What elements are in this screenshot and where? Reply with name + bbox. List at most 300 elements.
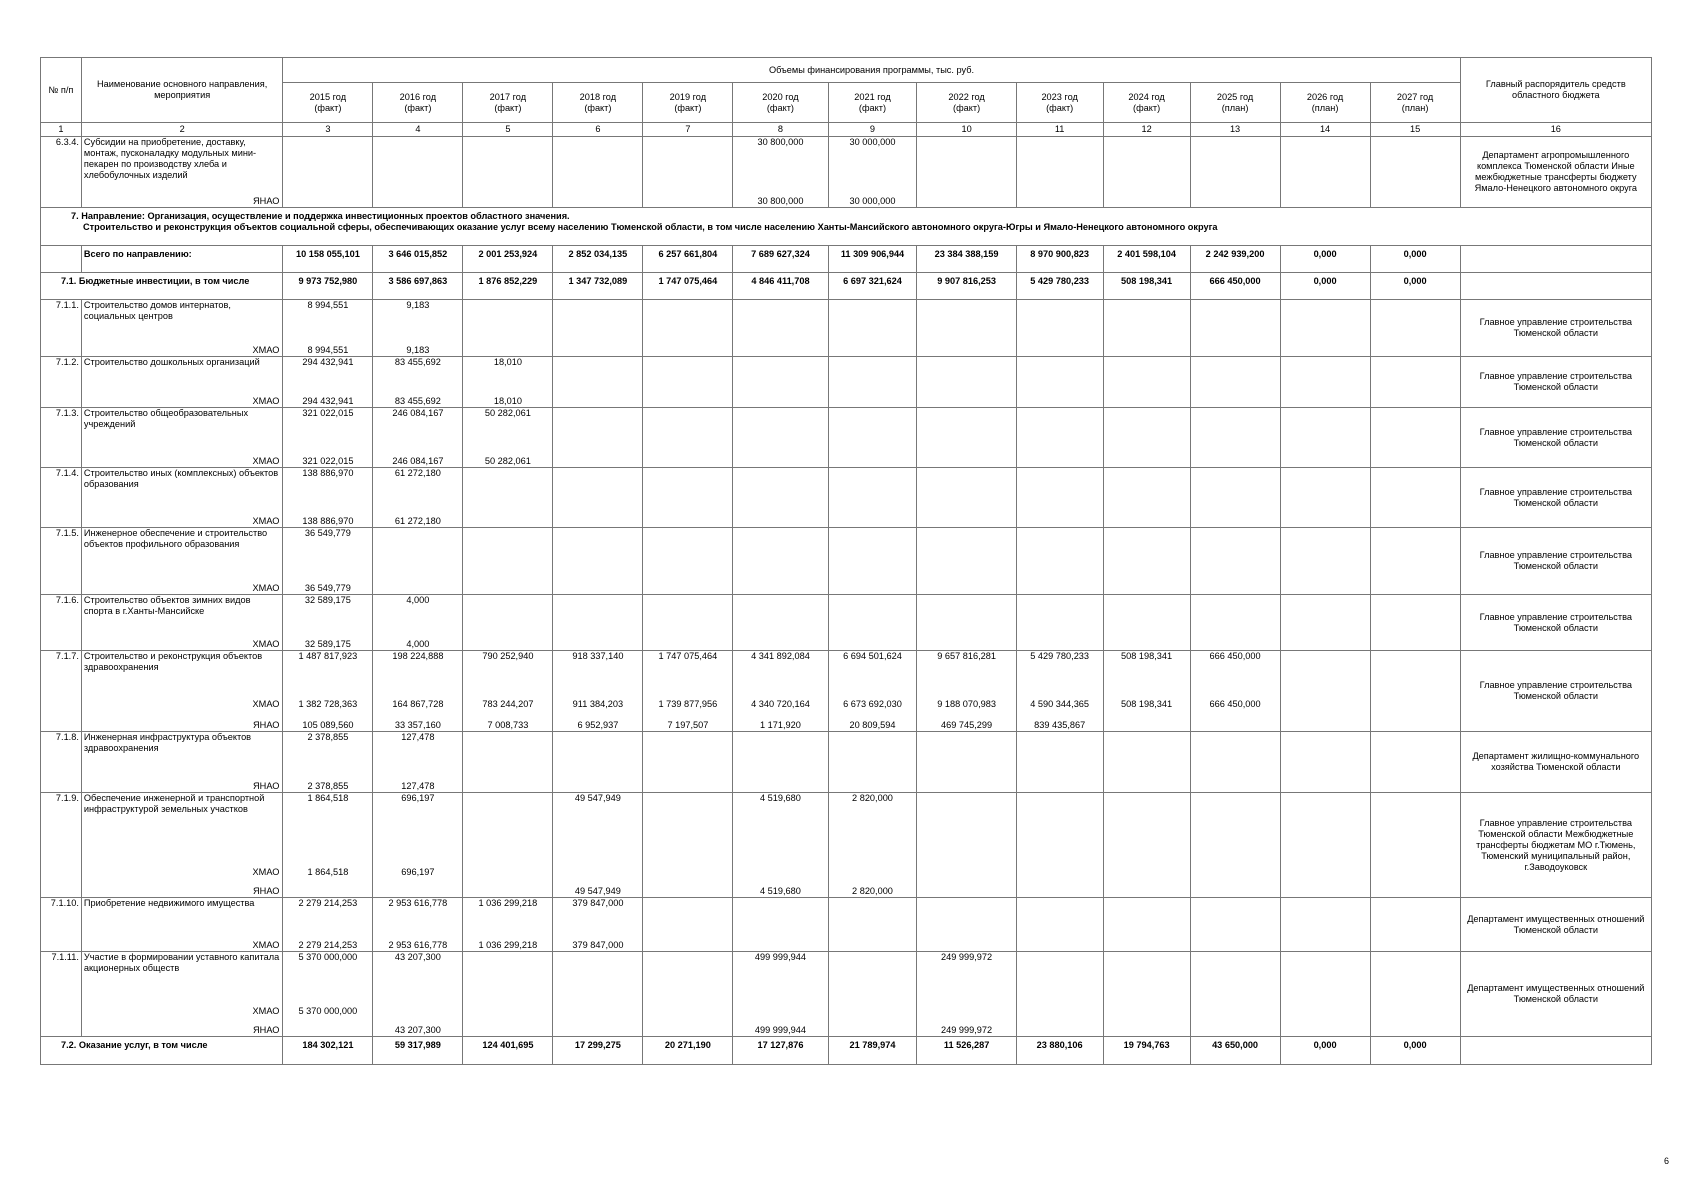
column-number: 9 bbox=[828, 123, 917, 137]
header-year-label: 2015 год bbox=[309, 91, 347, 102]
value-cell: 61 272,180 bbox=[373, 468, 463, 508]
item-name: Инженерное обеспечение и строительство объектов профильного образования bbox=[81, 528, 282, 577]
value-cell: 11 526,287 bbox=[917, 1037, 1016, 1065]
value-cell bbox=[553, 448, 643, 468]
value-cell: 6 694 501,624 bbox=[828, 651, 917, 689]
header-year-label: 2020 год bbox=[762, 91, 799, 102]
item-row bbox=[41, 595, 1652, 633]
value-cell bbox=[553, 468, 643, 508]
value-cell bbox=[643, 773, 733, 793]
value-cell bbox=[553, 391, 643, 408]
value-cell bbox=[1280, 508, 1370, 528]
value-cell: 30 800,000 bbox=[733, 194, 828, 208]
region-spacer bbox=[41, 689, 82, 710]
value-cell bbox=[1103, 1017, 1190, 1037]
value-cell bbox=[643, 137, 733, 194]
header-volumes: Объемы финансирования программы, тыс. руб. bbox=[283, 58, 1460, 83]
value-cell: 1 487 817,923 bbox=[283, 651, 373, 689]
value-cell bbox=[463, 1017, 553, 1037]
value-cell: 10 158 055,101 bbox=[283, 246, 373, 273]
value-cell: 6 257 661,804 bbox=[643, 246, 733, 273]
value-cell: 4,000 bbox=[373, 595, 463, 633]
value-cell bbox=[1103, 468, 1190, 508]
value-cell bbox=[1103, 448, 1190, 468]
value-cell bbox=[463, 300, 553, 338]
value-cell bbox=[1190, 710, 1280, 732]
value-cell bbox=[1190, 194, 1280, 208]
header-year bbox=[1280, 83, 1370, 123]
value-cell: 2 242 939,200 bbox=[1190, 246, 1280, 273]
item-number: 7.1.3. bbox=[41, 408, 82, 448]
value-cell bbox=[1016, 633, 1103, 651]
value-cell bbox=[283, 878, 373, 898]
value-cell bbox=[917, 357, 1016, 391]
value-cell bbox=[373, 577, 463, 595]
value-cell bbox=[1016, 926, 1103, 952]
region-label: ХМАО bbox=[81, 448, 282, 468]
direction-title bbox=[41, 208, 1652, 246]
region-spacer bbox=[41, 773, 82, 793]
region-label: ХМАО bbox=[81, 992, 282, 1017]
value-cell bbox=[1280, 194, 1370, 208]
region-row bbox=[41, 633, 1652, 651]
value-cell bbox=[1103, 300, 1190, 338]
value-cell: 30 000,000 bbox=[828, 194, 917, 208]
direction-row bbox=[41, 208, 1652, 246]
value-cell bbox=[553, 357, 643, 391]
value-cell bbox=[643, 468, 733, 508]
value-cell bbox=[1103, 793, 1190, 838]
item-number: 7.1.9. bbox=[41, 793, 82, 838]
item-row bbox=[41, 408, 1652, 448]
value-cell: 4 340 720,164 bbox=[733, 689, 828, 710]
value-cell bbox=[643, 577, 733, 595]
value-cell bbox=[1103, 710, 1190, 732]
value-cell bbox=[1370, 468, 1460, 508]
region-label: ХМАО bbox=[81, 689, 282, 710]
value-cell bbox=[733, 773, 828, 793]
header-year-kind: (факт) bbox=[766, 102, 794, 113]
value-cell: 20 809,594 bbox=[828, 710, 917, 732]
value-cell bbox=[463, 338, 553, 357]
value-cell bbox=[643, 408, 733, 448]
value-cell bbox=[643, 1017, 733, 1037]
value-cell bbox=[733, 357, 828, 391]
header-year-kind: (факт) bbox=[584, 102, 612, 113]
value-cell bbox=[1103, 357, 1190, 391]
value-cell: 790 252,940 bbox=[463, 651, 553, 689]
value-cell bbox=[643, 194, 733, 208]
value-cell bbox=[917, 773, 1016, 793]
value-cell: 83 455,692 bbox=[373, 391, 463, 408]
item-number: 7.1.4. bbox=[41, 468, 82, 508]
value-cell: 11 309 906,944 bbox=[828, 246, 917, 273]
value-cell bbox=[917, 595, 1016, 633]
region-label: ЯНАО bbox=[81, 773, 282, 793]
value-cell bbox=[733, 338, 828, 357]
value-cell: 43 650,000 bbox=[1190, 1037, 1280, 1065]
header-name: Наименование основного направления, мероприятия bbox=[81, 58, 282, 123]
value-cell bbox=[828, 300, 917, 338]
value-cell: 18,010 bbox=[463, 391, 553, 408]
value-cell bbox=[643, 595, 733, 633]
value-cell: 0,000 bbox=[1370, 1037, 1460, 1065]
value-cell: 2 378,855 bbox=[283, 732, 373, 773]
value-cell bbox=[643, 633, 733, 651]
value-cell bbox=[1280, 793, 1370, 838]
value-cell bbox=[1280, 577, 1370, 595]
value-cell bbox=[1016, 528, 1103, 577]
value-cell: 184 302,121 bbox=[283, 1037, 373, 1065]
value-cell: 5 370 000,000 bbox=[283, 952, 373, 992]
value-cell: 7 008,733 bbox=[463, 710, 553, 732]
value-cell: 2 279 214,253 bbox=[283, 926, 373, 952]
column-number: 8 bbox=[733, 123, 828, 137]
value-cell: 5 429 780,233 bbox=[1016, 273, 1103, 300]
value-cell bbox=[733, 577, 828, 595]
value-cell bbox=[553, 773, 643, 793]
item-name: Строительство дошкольных организаций bbox=[81, 357, 282, 391]
header-year bbox=[283, 83, 373, 123]
region-label: ХМАО bbox=[81, 391, 282, 408]
value-cell bbox=[917, 391, 1016, 408]
item-number: 6.3.4. bbox=[41, 137, 82, 194]
value-cell: 1 036 299,218 bbox=[463, 898, 553, 926]
region-row bbox=[41, 448, 1652, 468]
item-row bbox=[41, 528, 1652, 577]
region-row bbox=[41, 838, 1652, 878]
value-cell bbox=[1103, 878, 1190, 898]
value-cell bbox=[1190, 137, 1280, 194]
value-cell: 1 747 075,464 bbox=[643, 651, 733, 689]
header-year-label: 2023 год bbox=[1041, 91, 1078, 102]
value-cell bbox=[1103, 926, 1190, 952]
page-number: 6 bbox=[1664, 1156, 1670, 1166]
value-cell: 5 370 000,000 bbox=[283, 992, 373, 1017]
value-cell: 7 197,507 bbox=[643, 710, 733, 732]
value-cell bbox=[1190, 838, 1280, 878]
value-cell bbox=[643, 992, 733, 1017]
value-cell: 696,197 bbox=[373, 838, 463, 878]
value-cell bbox=[553, 408, 643, 448]
value-cell: 666 450,000 bbox=[1190, 273, 1280, 300]
value-cell bbox=[1280, 732, 1370, 773]
region-row bbox=[41, 1017, 1652, 1037]
value-cell bbox=[1190, 577, 1280, 595]
value-cell bbox=[1280, 595, 1370, 633]
value-cell bbox=[1016, 838, 1103, 878]
item-name: Строительство и реконструкция объектов здравоохранения bbox=[81, 651, 282, 689]
value-cell: 696,197 bbox=[373, 793, 463, 838]
header-year-kind: (факт) bbox=[404, 102, 432, 113]
header-year bbox=[643, 83, 733, 123]
value-cell bbox=[553, 952, 643, 992]
value-cell bbox=[828, 838, 917, 878]
value-cell bbox=[553, 992, 643, 1017]
item-number: 7.1.1. bbox=[41, 300, 82, 338]
value-cell: 1 876 852,229 bbox=[463, 273, 553, 300]
value-cell: 9 907 816,253 bbox=[917, 273, 1016, 300]
value-cell bbox=[643, 528, 733, 577]
value-cell: 36 549,779 bbox=[283, 528, 373, 577]
value-cell bbox=[1190, 357, 1280, 391]
value-cell bbox=[1016, 338, 1103, 357]
value-cell bbox=[283, 1017, 373, 1037]
header-year-label: 2019 год bbox=[669, 91, 707, 102]
value-cell bbox=[1016, 408, 1103, 448]
department-cell: Главное управление строительства Тюменской области Межбюджетные трансферты бюджетам МО г.Тюмень, Тюменский муниципальный район, г.Заводоуковск bbox=[1460, 793, 1651, 898]
column-number: 7 bbox=[643, 123, 733, 137]
value-cell bbox=[643, 338, 733, 357]
value-cell: 23 384 388,159 bbox=[917, 246, 1016, 273]
column-number: 5 bbox=[463, 123, 553, 137]
value-cell: 499 999,944 bbox=[733, 952, 828, 992]
value-cell: 246 084,167 bbox=[373, 448, 463, 468]
value-cell bbox=[1190, 926, 1280, 952]
value-cell bbox=[917, 926, 1016, 952]
value-cell bbox=[1016, 595, 1103, 633]
value-cell: 839 435,867 bbox=[1016, 710, 1103, 732]
value-cell bbox=[828, 577, 917, 595]
value-cell bbox=[643, 391, 733, 408]
value-cell bbox=[733, 898, 828, 926]
region-label: ЯНАО bbox=[81, 710, 282, 732]
total-label: Всего по направлению: bbox=[81, 246, 282, 273]
header-year-kind: (факт) bbox=[494, 102, 522, 113]
value-cell bbox=[1370, 1017, 1460, 1037]
item-name: Приобретение недвижимого имущества bbox=[81, 898, 282, 926]
value-cell bbox=[828, 732, 917, 773]
value-cell: 2 820,000 bbox=[828, 878, 917, 898]
region-spacer bbox=[41, 710, 82, 732]
region-label: ХМАО bbox=[81, 508, 282, 528]
value-cell bbox=[463, 137, 553, 194]
value-cell bbox=[1370, 732, 1460, 773]
subtotal-row bbox=[41, 1037, 1652, 1065]
value-cell bbox=[828, 595, 917, 633]
region-spacer bbox=[41, 338, 82, 357]
item-row bbox=[41, 732, 1652, 773]
value-cell bbox=[1016, 448, 1103, 468]
value-cell: 30 000,000 bbox=[828, 137, 917, 194]
value-cell: 1 864,518 bbox=[283, 793, 373, 838]
value-cell: 36 549,779 bbox=[283, 577, 373, 595]
value-cell bbox=[463, 732, 553, 773]
total-spacer bbox=[41, 246, 82, 273]
value-cell bbox=[1280, 408, 1370, 448]
value-cell bbox=[1190, 338, 1280, 357]
header-year bbox=[1190, 83, 1280, 123]
value-cell: 1 739 877,956 bbox=[643, 689, 733, 710]
item-row bbox=[41, 952, 1652, 992]
value-cell bbox=[463, 633, 553, 651]
header-year-kind: (факт) bbox=[314, 102, 342, 113]
value-cell bbox=[643, 838, 733, 878]
value-cell bbox=[463, 468, 553, 508]
value-cell: 0,000 bbox=[1280, 1037, 1370, 1065]
value-cell: 0,000 bbox=[1370, 273, 1460, 300]
value-cell bbox=[733, 992, 828, 1017]
value-cell bbox=[1190, 508, 1280, 528]
value-cell bbox=[1280, 468, 1370, 508]
value-cell bbox=[733, 633, 828, 651]
region-spacer bbox=[41, 838, 82, 878]
department-cell: Департамент имущественных отношений Тюменской области bbox=[1460, 952, 1651, 1037]
value-cell bbox=[283, 194, 373, 208]
value-cell: 1 864,518 bbox=[283, 838, 373, 878]
value-cell bbox=[1370, 137, 1460, 194]
value-cell bbox=[553, 528, 643, 577]
header-dept: Главный распорядитель средств областного бюджета bbox=[1460, 58, 1651, 123]
column-number: 16 bbox=[1460, 123, 1651, 137]
region-spacer bbox=[41, 926, 82, 952]
value-cell bbox=[1103, 528, 1190, 577]
column-number: 1 bbox=[41, 123, 82, 137]
region-row bbox=[41, 338, 1652, 357]
value-cell: 9,183 bbox=[373, 338, 463, 357]
value-cell: 294 432,941 bbox=[283, 391, 373, 408]
value-cell bbox=[643, 732, 733, 773]
value-cell bbox=[1016, 194, 1103, 208]
value-cell: 59 317,989 bbox=[373, 1037, 463, 1065]
value-cell: 321 022,015 bbox=[283, 408, 373, 448]
value-cell bbox=[1370, 710, 1460, 732]
value-cell: 508 198,341 bbox=[1103, 273, 1190, 300]
value-cell bbox=[373, 528, 463, 577]
value-cell bbox=[733, 300, 828, 338]
value-cell bbox=[1280, 651, 1370, 689]
header-year bbox=[463, 83, 553, 123]
value-cell: 499 999,944 bbox=[733, 1017, 828, 1037]
value-cell bbox=[733, 468, 828, 508]
value-cell: 1 747 075,464 bbox=[643, 273, 733, 300]
value-cell bbox=[733, 528, 828, 577]
value-cell bbox=[1280, 528, 1370, 577]
value-cell bbox=[1190, 793, 1280, 838]
value-cell bbox=[1103, 577, 1190, 595]
region-label: ЯНАО bbox=[81, 1017, 282, 1037]
value-cell: 4,000 bbox=[373, 633, 463, 651]
item-name: Строительство иных (комплексных) объектов образования bbox=[81, 468, 282, 508]
value-cell: 18,010 bbox=[463, 357, 553, 391]
header-year bbox=[733, 83, 828, 123]
value-cell bbox=[1280, 710, 1370, 732]
value-cell bbox=[373, 137, 463, 194]
financing-table bbox=[40, 57, 1652, 1065]
value-cell: 4 341 892,084 bbox=[733, 651, 828, 689]
value-cell bbox=[1280, 300, 1370, 338]
header-year-kind: (план) bbox=[1221, 102, 1249, 113]
value-cell bbox=[1370, 898, 1460, 926]
value-cell bbox=[1190, 408, 1280, 448]
value-cell bbox=[917, 898, 1016, 926]
item-number: 7.1.7. bbox=[41, 651, 82, 689]
region-row bbox=[41, 689, 1652, 710]
value-cell bbox=[1190, 1017, 1280, 1037]
value-cell bbox=[643, 508, 733, 528]
value-cell: 198 224,888 bbox=[373, 651, 463, 689]
value-cell: 138 886,970 bbox=[283, 468, 373, 508]
value-cell bbox=[1016, 878, 1103, 898]
value-cell bbox=[553, 508, 643, 528]
value-cell bbox=[1370, 689, 1460, 710]
value-cell bbox=[283, 137, 373, 194]
department-cell: Главное управление строительства Тюменской области bbox=[1460, 408, 1651, 468]
value-cell: 508 198,341 bbox=[1103, 689, 1190, 710]
department-cell: Департамент имущественных отношений Тюменской области bbox=[1460, 898, 1651, 952]
header-year-kind: (факт) bbox=[674, 102, 702, 113]
value-cell bbox=[1280, 338, 1370, 357]
value-cell bbox=[463, 793, 553, 838]
value-cell bbox=[1103, 408, 1190, 448]
item-name: Инженерная инфраструктура объектов здравоохранения bbox=[81, 732, 282, 773]
item-number: 7.1.6. bbox=[41, 595, 82, 633]
value-cell bbox=[733, 732, 828, 773]
value-cell bbox=[463, 992, 553, 1017]
value-cell: 5 429 780,233 bbox=[1016, 651, 1103, 689]
value-cell: 61 272,180 bbox=[373, 508, 463, 528]
region-spacer bbox=[41, 508, 82, 528]
value-cell: 6 673 692,030 bbox=[828, 689, 917, 710]
value-cell bbox=[1016, 468, 1103, 508]
value-cell bbox=[828, 952, 917, 992]
value-cell: 9,183 bbox=[373, 300, 463, 338]
subtotal-dept bbox=[1460, 273, 1651, 300]
value-cell bbox=[1370, 508, 1460, 528]
value-cell: 2 953 616,778 bbox=[373, 926, 463, 952]
value-cell: 249 999,972 bbox=[917, 1017, 1016, 1037]
value-cell bbox=[1016, 300, 1103, 338]
value-cell bbox=[1190, 595, 1280, 633]
value-cell bbox=[1370, 651, 1460, 689]
region-label: ХМАО bbox=[81, 838, 282, 878]
value-cell: 4 519,680 bbox=[733, 793, 828, 838]
value-cell: 294 432,941 bbox=[283, 357, 373, 391]
value-cell bbox=[1370, 528, 1460, 577]
value-cell bbox=[917, 528, 1016, 577]
header-year-label: 2016 год bbox=[399, 91, 437, 102]
value-cell bbox=[733, 595, 828, 633]
value-cell bbox=[828, 1017, 917, 1037]
value-cell bbox=[553, 838, 643, 878]
value-cell bbox=[1370, 194, 1460, 208]
value-cell: 6 697 321,624 bbox=[828, 273, 917, 300]
value-cell: 50 282,061 bbox=[463, 408, 553, 448]
value-cell bbox=[463, 773, 553, 793]
column-number: 15 bbox=[1370, 123, 1460, 137]
value-cell bbox=[1190, 773, 1280, 793]
region-row bbox=[41, 926, 1652, 952]
item-name: Строительство общеобразовательных учреждений bbox=[81, 408, 282, 448]
value-cell: 2 401 598,104 bbox=[1103, 246, 1190, 273]
value-cell bbox=[553, 194, 643, 208]
value-cell bbox=[1103, 508, 1190, 528]
item-name: Строительство объектов зимних видов спорта в г.Ханты-Мансийске bbox=[81, 595, 282, 633]
region-row bbox=[41, 508, 1652, 528]
header-year-kind: (факт) bbox=[1046, 102, 1074, 113]
item-name: Строительство домов интернатов, социальных центров bbox=[81, 300, 282, 338]
value-cell bbox=[1016, 508, 1103, 528]
value-cell: 9 188 070,983 bbox=[917, 689, 1016, 710]
value-cell bbox=[1190, 468, 1280, 508]
value-cell bbox=[828, 508, 917, 528]
value-cell bbox=[1370, 391, 1460, 408]
value-cell: 918 337,140 bbox=[553, 651, 643, 689]
region-label: ЯНАО bbox=[81, 194, 282, 208]
column-number: 6 bbox=[553, 123, 643, 137]
value-cell bbox=[1016, 357, 1103, 391]
value-cell: 4 846 411,708 bbox=[733, 273, 828, 300]
